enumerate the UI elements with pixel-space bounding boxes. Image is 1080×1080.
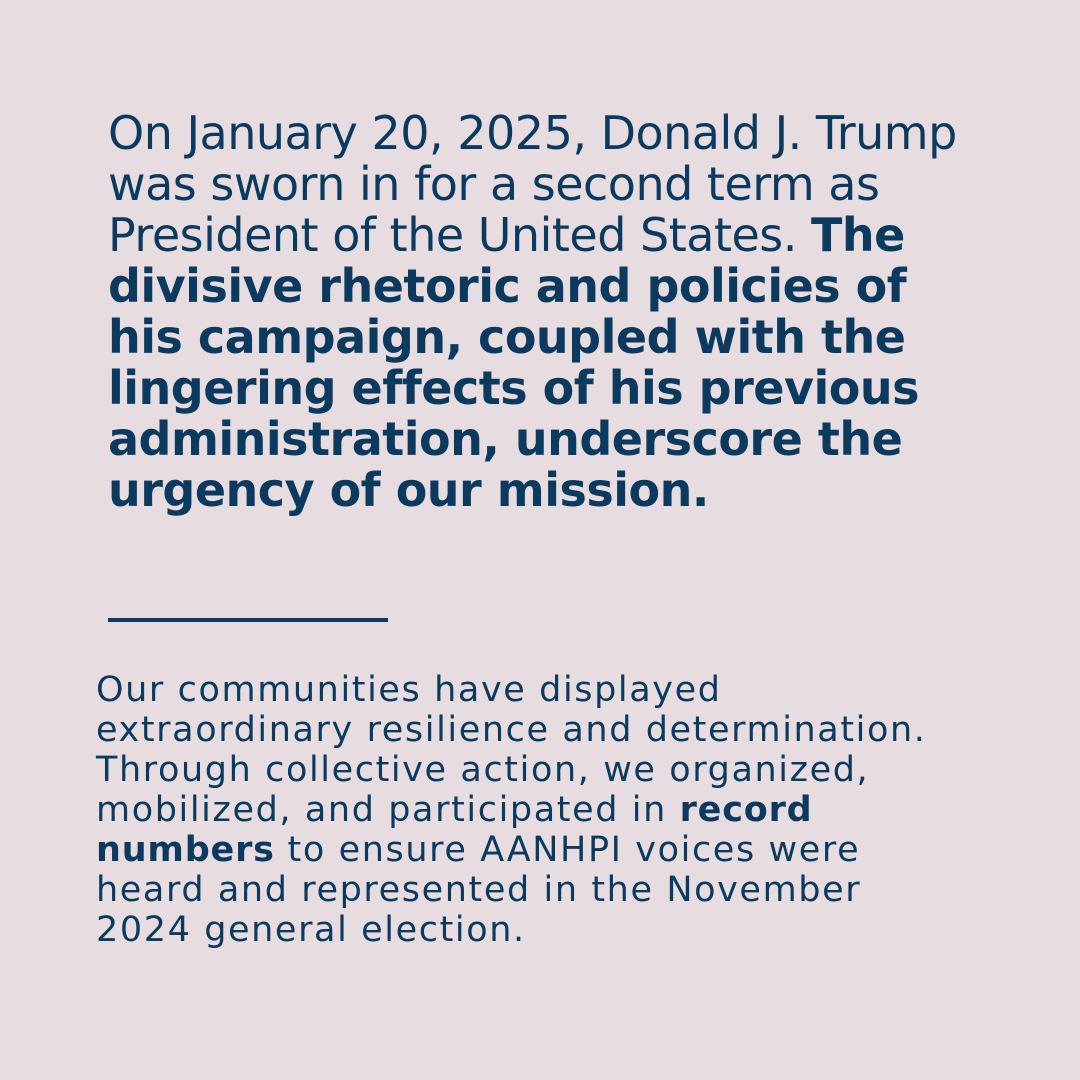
body-emphasis-text: record numbers [96, 790, 813, 870]
lead-paragraph [108, 108, 958, 516]
lead-emphasis-text: The divisive rhetoric and policies of his campaign, coupled with the lingering effects of his previous administration, underscore the urgency of our mission. [108, 208, 919, 517]
body-paragraph [96, 670, 956, 950]
lead-intro-text: On January 20, 2025, Donald J. Trump was sworn in for a second term as President of the United States. [108, 106, 957, 262]
section-divider [108, 618, 388, 622]
body-text-before: Our communities have displayed extraordinary resilience and determination. Through collective action, we organized, mobilized, and participated in [96, 670, 927, 830]
body-text-after: to ensure AANHPI voices were heard and represented in the November 2024 general election. [96, 830, 862, 950]
